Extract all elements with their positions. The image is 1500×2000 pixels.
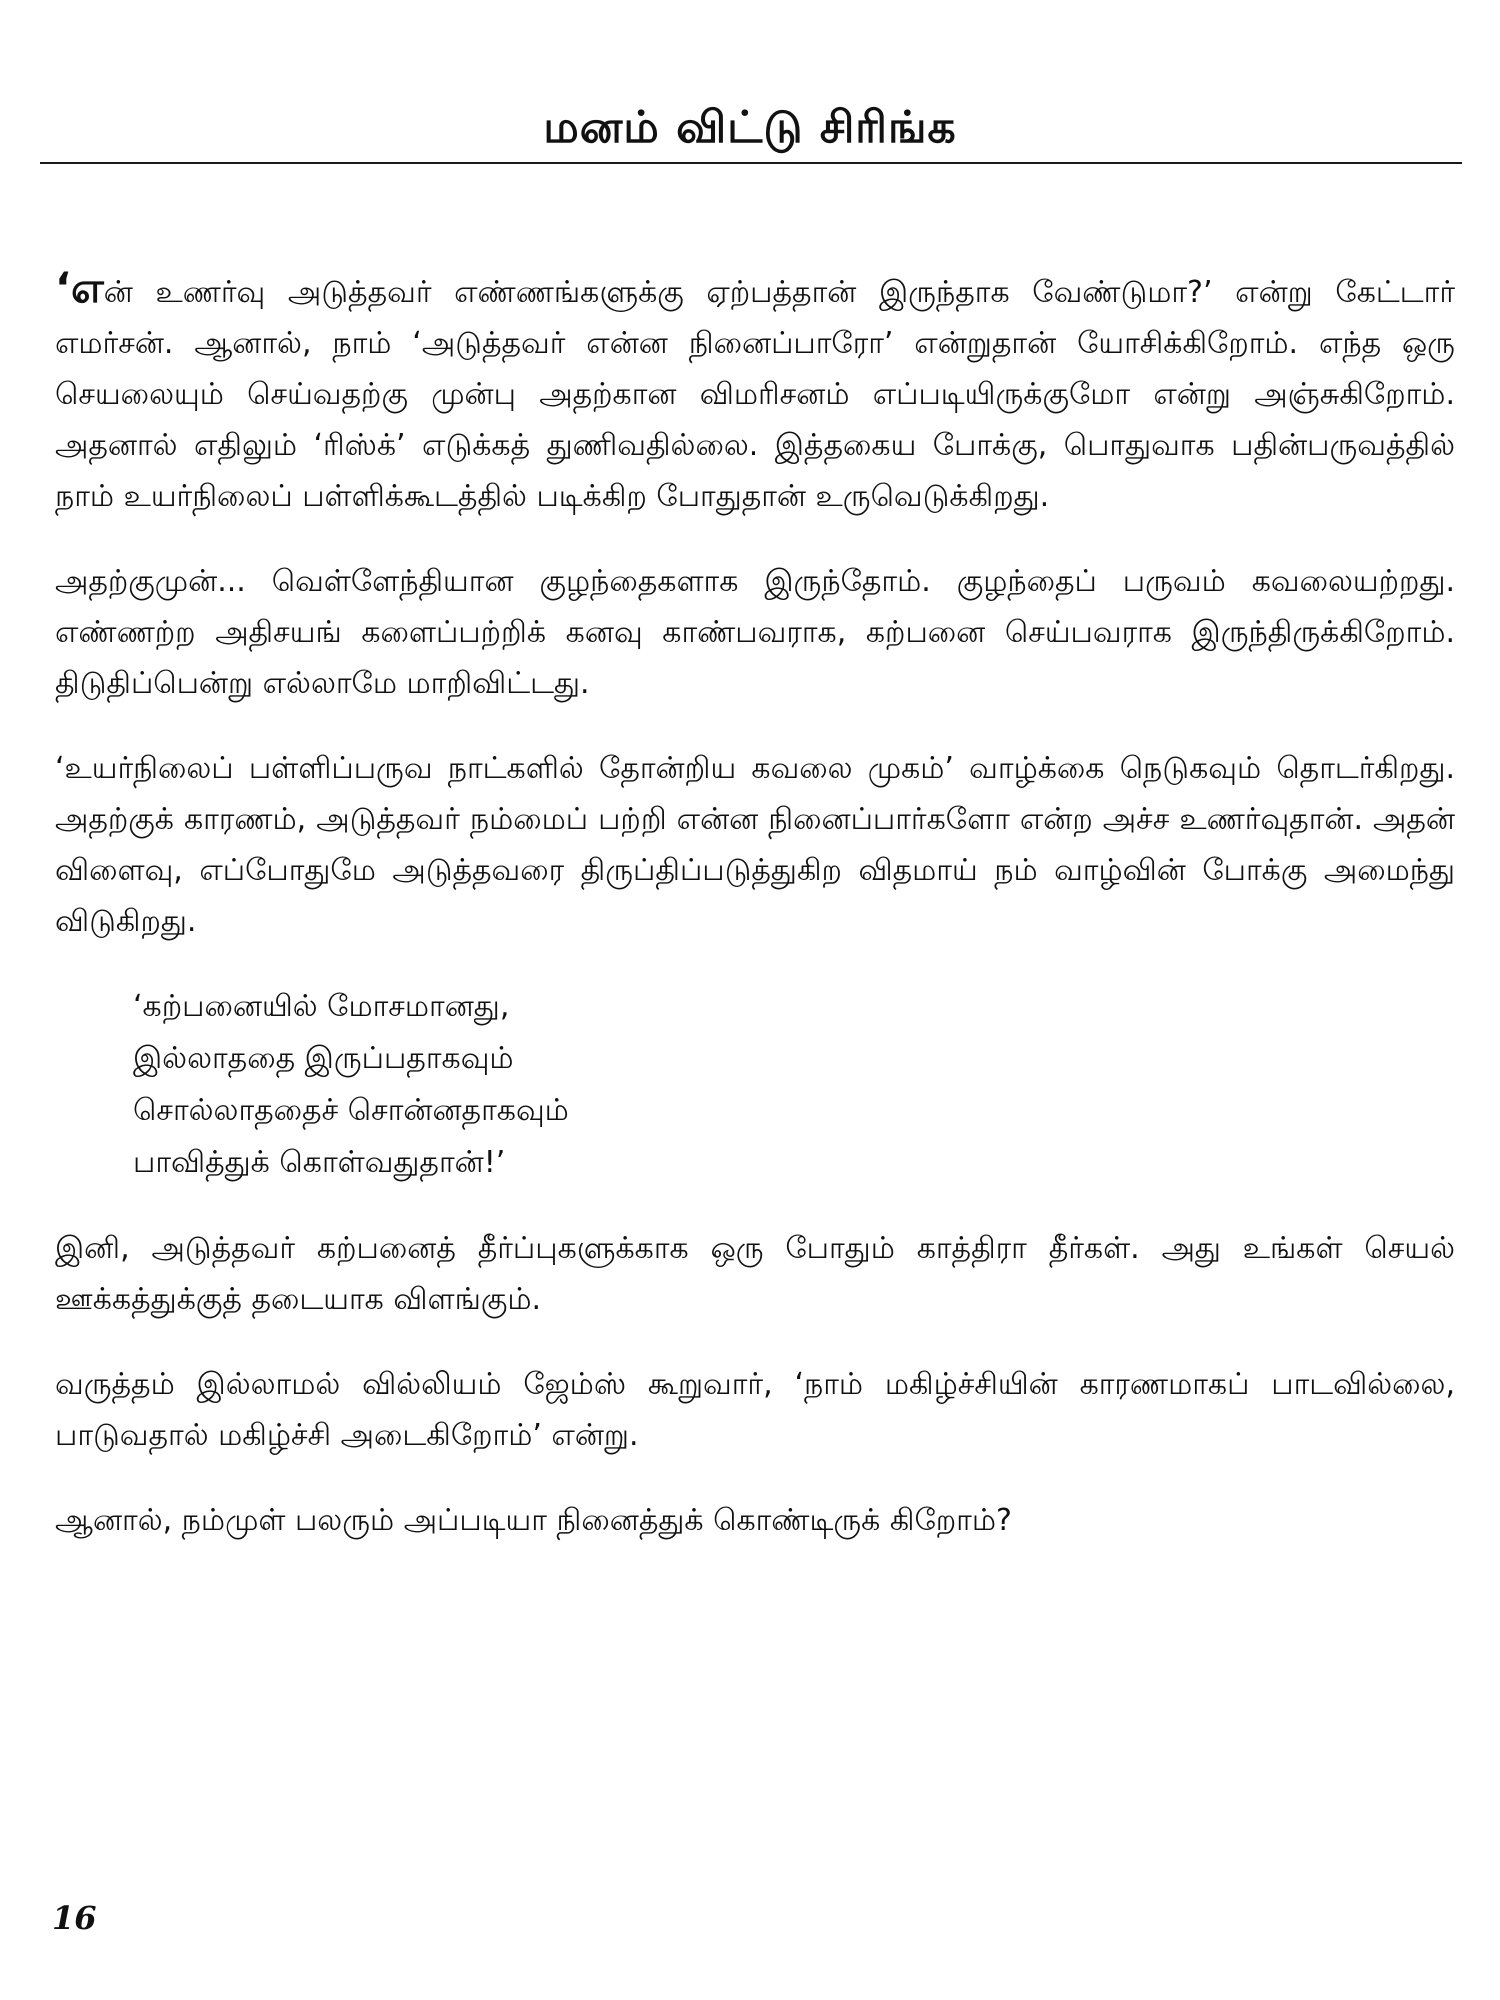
verse-line: பாவித்துக் கொள்வதுதான்!’ — [133, 1145, 506, 1180]
header-rule — [40, 162, 1462, 164]
verse-line: சொல்லாததைச் சொன்னதாகவும் — [133, 1093, 569, 1128]
verse-line: இல்லாததை இருப்பதாகவும் — [133, 1041, 514, 1076]
verse-quote — [133, 981, 1455, 1189]
paragraph-6: ஆனால், நம்முள் பலரும் அப்படியா நினைத்துக் கொண்டிருக் கிறோம்? — [55, 1503, 1012, 1538]
paragraph-3: ‘உயர்நிலைப் பள்ளிப்பருவ நாட்களில் தோன்றிய கவலை முகம்’ வாழ்க்கை நெடுகவும் தொடர்கிறது. அதற்குக் காரணம், அடுத்தவர் நம்மைப் பற்றி என்ன நினைப்பார்களோ என்ற அச்ச உணர்வுதான். அதன் விளைவு, எப்போதுமே அடுத்தவரை திருப்திப்படுத்துகிற விதமாய் நம் வாழ்வின் போக்கு அமைந்து விடுகிறது. — [55, 751, 1455, 939]
paragraph-2: அதற்குமுன்... வெள்ளேந்தியான குழந்தைகளாக இருந்தோம். குழந்தைப் பருவம் கவலையற்றது. எண்ணற்ற அதிசயங் களைப்பற்றிக் கனவு காண்பவராக, கற்பனை செய்பவராக இருந்திருக்கிறோம். திடுதிப்பென்று எல்லாமே மாறிவிட்டது. — [55, 564, 1455, 701]
verse-line: ‘கற்பனையில் மோசமானது, — [133, 989, 510, 1024]
running-title: மனம் விட்டு சிரிங்க — [543, 102, 957, 153]
paragraph-4: இனி, அடுத்தவர் கற்பனைத் தீர்ப்புகளுக்காக ஒரு போதும் காத்திரா தீர்கள். அது உங்கள் செயல் ஊக்கத்துக்குத் தடையாக விளங்கும். — [55, 1231, 1455, 1317]
paragraph-5: வருத்தம் இல்லாமல் வில்லியம் ஜேம்ஸ் கூறுவார், ‘நாம் மகிழ்ச்சியின் காரணமாகப் பாடவில்லை, பாடுவதால் மகிழ்ச்சி அடைகிறோம்’ என்று. — [55, 1367, 1455, 1453]
page-body — [55, 262, 1455, 1580]
page-number: 16 — [52, 1899, 97, 1937]
paragraph-1 — [55, 262, 1455, 522]
drop-cap: ‘எ — [55, 263, 104, 312]
paragraph-1-text: ன் உணர்வு அடுத்தவர் எண்ணங்களுக்கு ஏற்பத்தான் இருந்தாக வேண்டுமா?’ என்று கேட்டார் எமர்சன். ஆனால், நாம் ‘அடுத்தவர் என்ன நினைப்பாரோ’ என்றுதான் யோசிக்கிறோம். எந்த ஒரு செயலையும் செய்வதற்கு முன்பு அதற்கான விமரிசனம் எப்படியிருக்குமோ என்று அஞ்சுகிறோம். அதனால் எதிலும் ‘ரிஸ்க்’ எடுக்கத் துணிவதில்லை. இத்தகைய போக்கு, பொதுவாக பதின்பருவத்தில் நாம் உயர்நிலைப் பள்ளிக்கூடத்தில் படிக்கிற போதுதான் உருவெடுக்கிறது. — [55, 275, 1455, 514]
